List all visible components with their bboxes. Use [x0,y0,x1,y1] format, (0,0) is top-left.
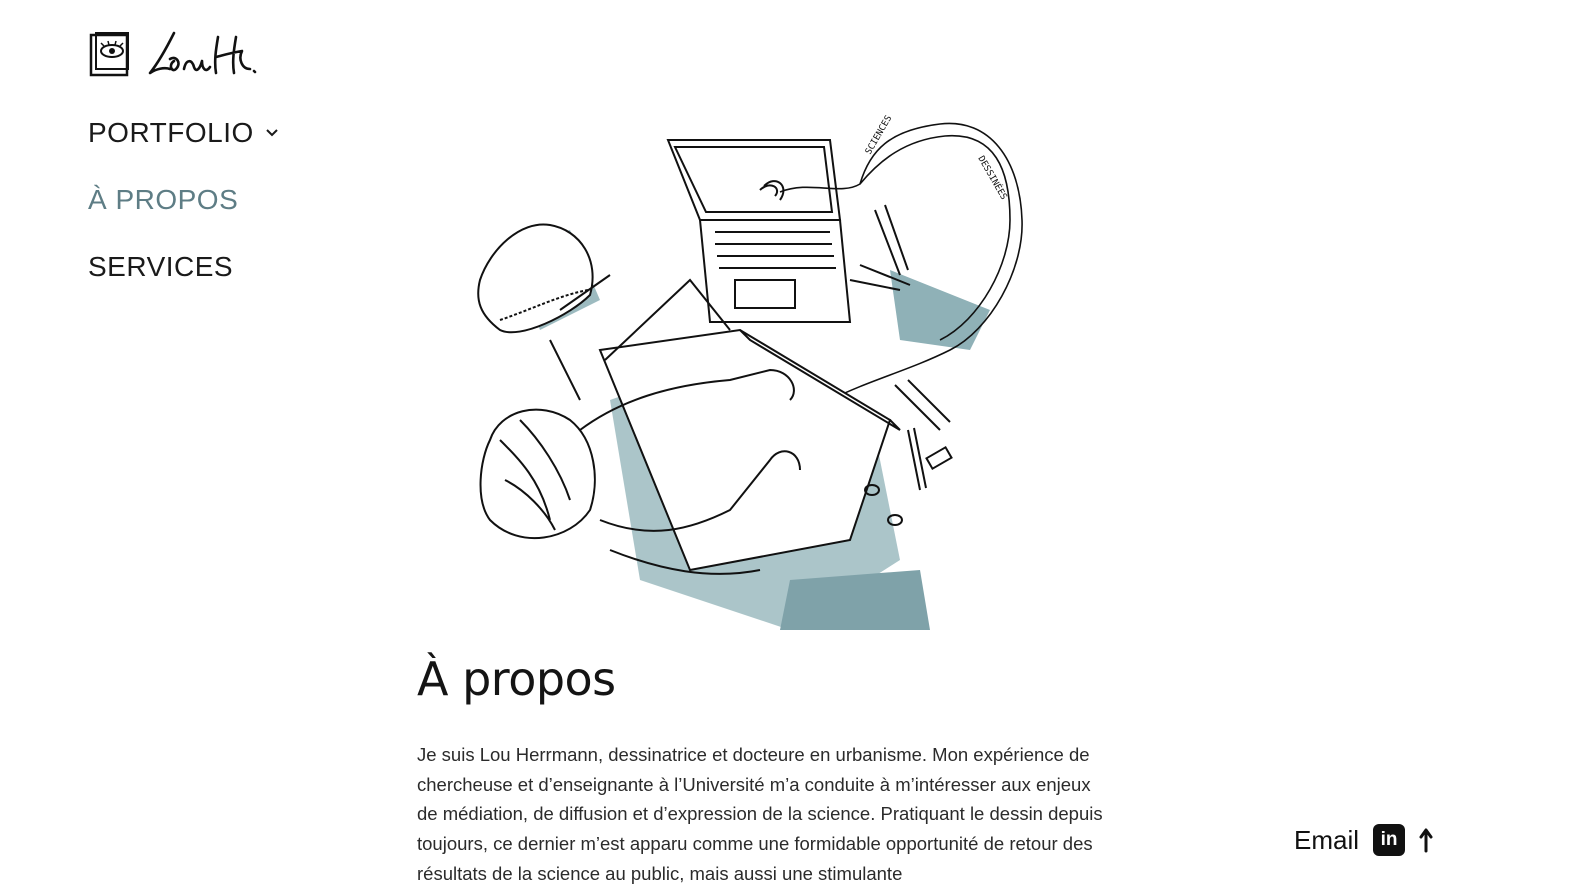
chevron-down-icon[interactable] [266,129,278,137]
nav-item-services[interactable] [88,244,278,290]
ribbon-text-sciences: SCIENCES [863,113,895,157]
pencil-case [478,224,610,400]
footer-links [1294,822,1433,858]
linkedin-icon[interactable]: in [1373,824,1405,856]
nav-item-a-propos[interactable] [88,177,278,223]
nav-item-portfolio-label: PORTFOLIO [88,117,254,148]
hero-illustration [430,100,1150,640]
signature-logo [146,29,258,79]
nav-item-a-propos-label: À PROPOS [88,184,239,215]
laptop [668,140,850,322]
site-logo[interactable] [88,28,260,80]
nav-item-portfolio[interactable] [88,110,278,156]
nav-item-services-label: SERVICES [88,251,234,282]
main-nav [88,110,278,311]
page-title: À propos [417,652,616,706]
email-link[interactable]: Email [1294,824,1360,855]
ribbon-text-dessinees: DESSINÉES [975,154,1009,202]
bio-text: Je suis Lou Herrmann, dessinatrice et docteure en urbanisme. Mon expérience de chercheuse et d’enseignante à l’Université m’a conduite à m’intéresser aux enjeux de médiation, de diffusion et d’expression de la science. Pratiquant le dessin depuis toujours, ce dernier m’est apparu comme une formidable opportunité de retour des résultats de la science au public, mais aussi une stimulante [417,744,1103,884]
eye-frame-icon [88,30,132,78]
arrow-up-icon[interactable] [1419,827,1433,853]
